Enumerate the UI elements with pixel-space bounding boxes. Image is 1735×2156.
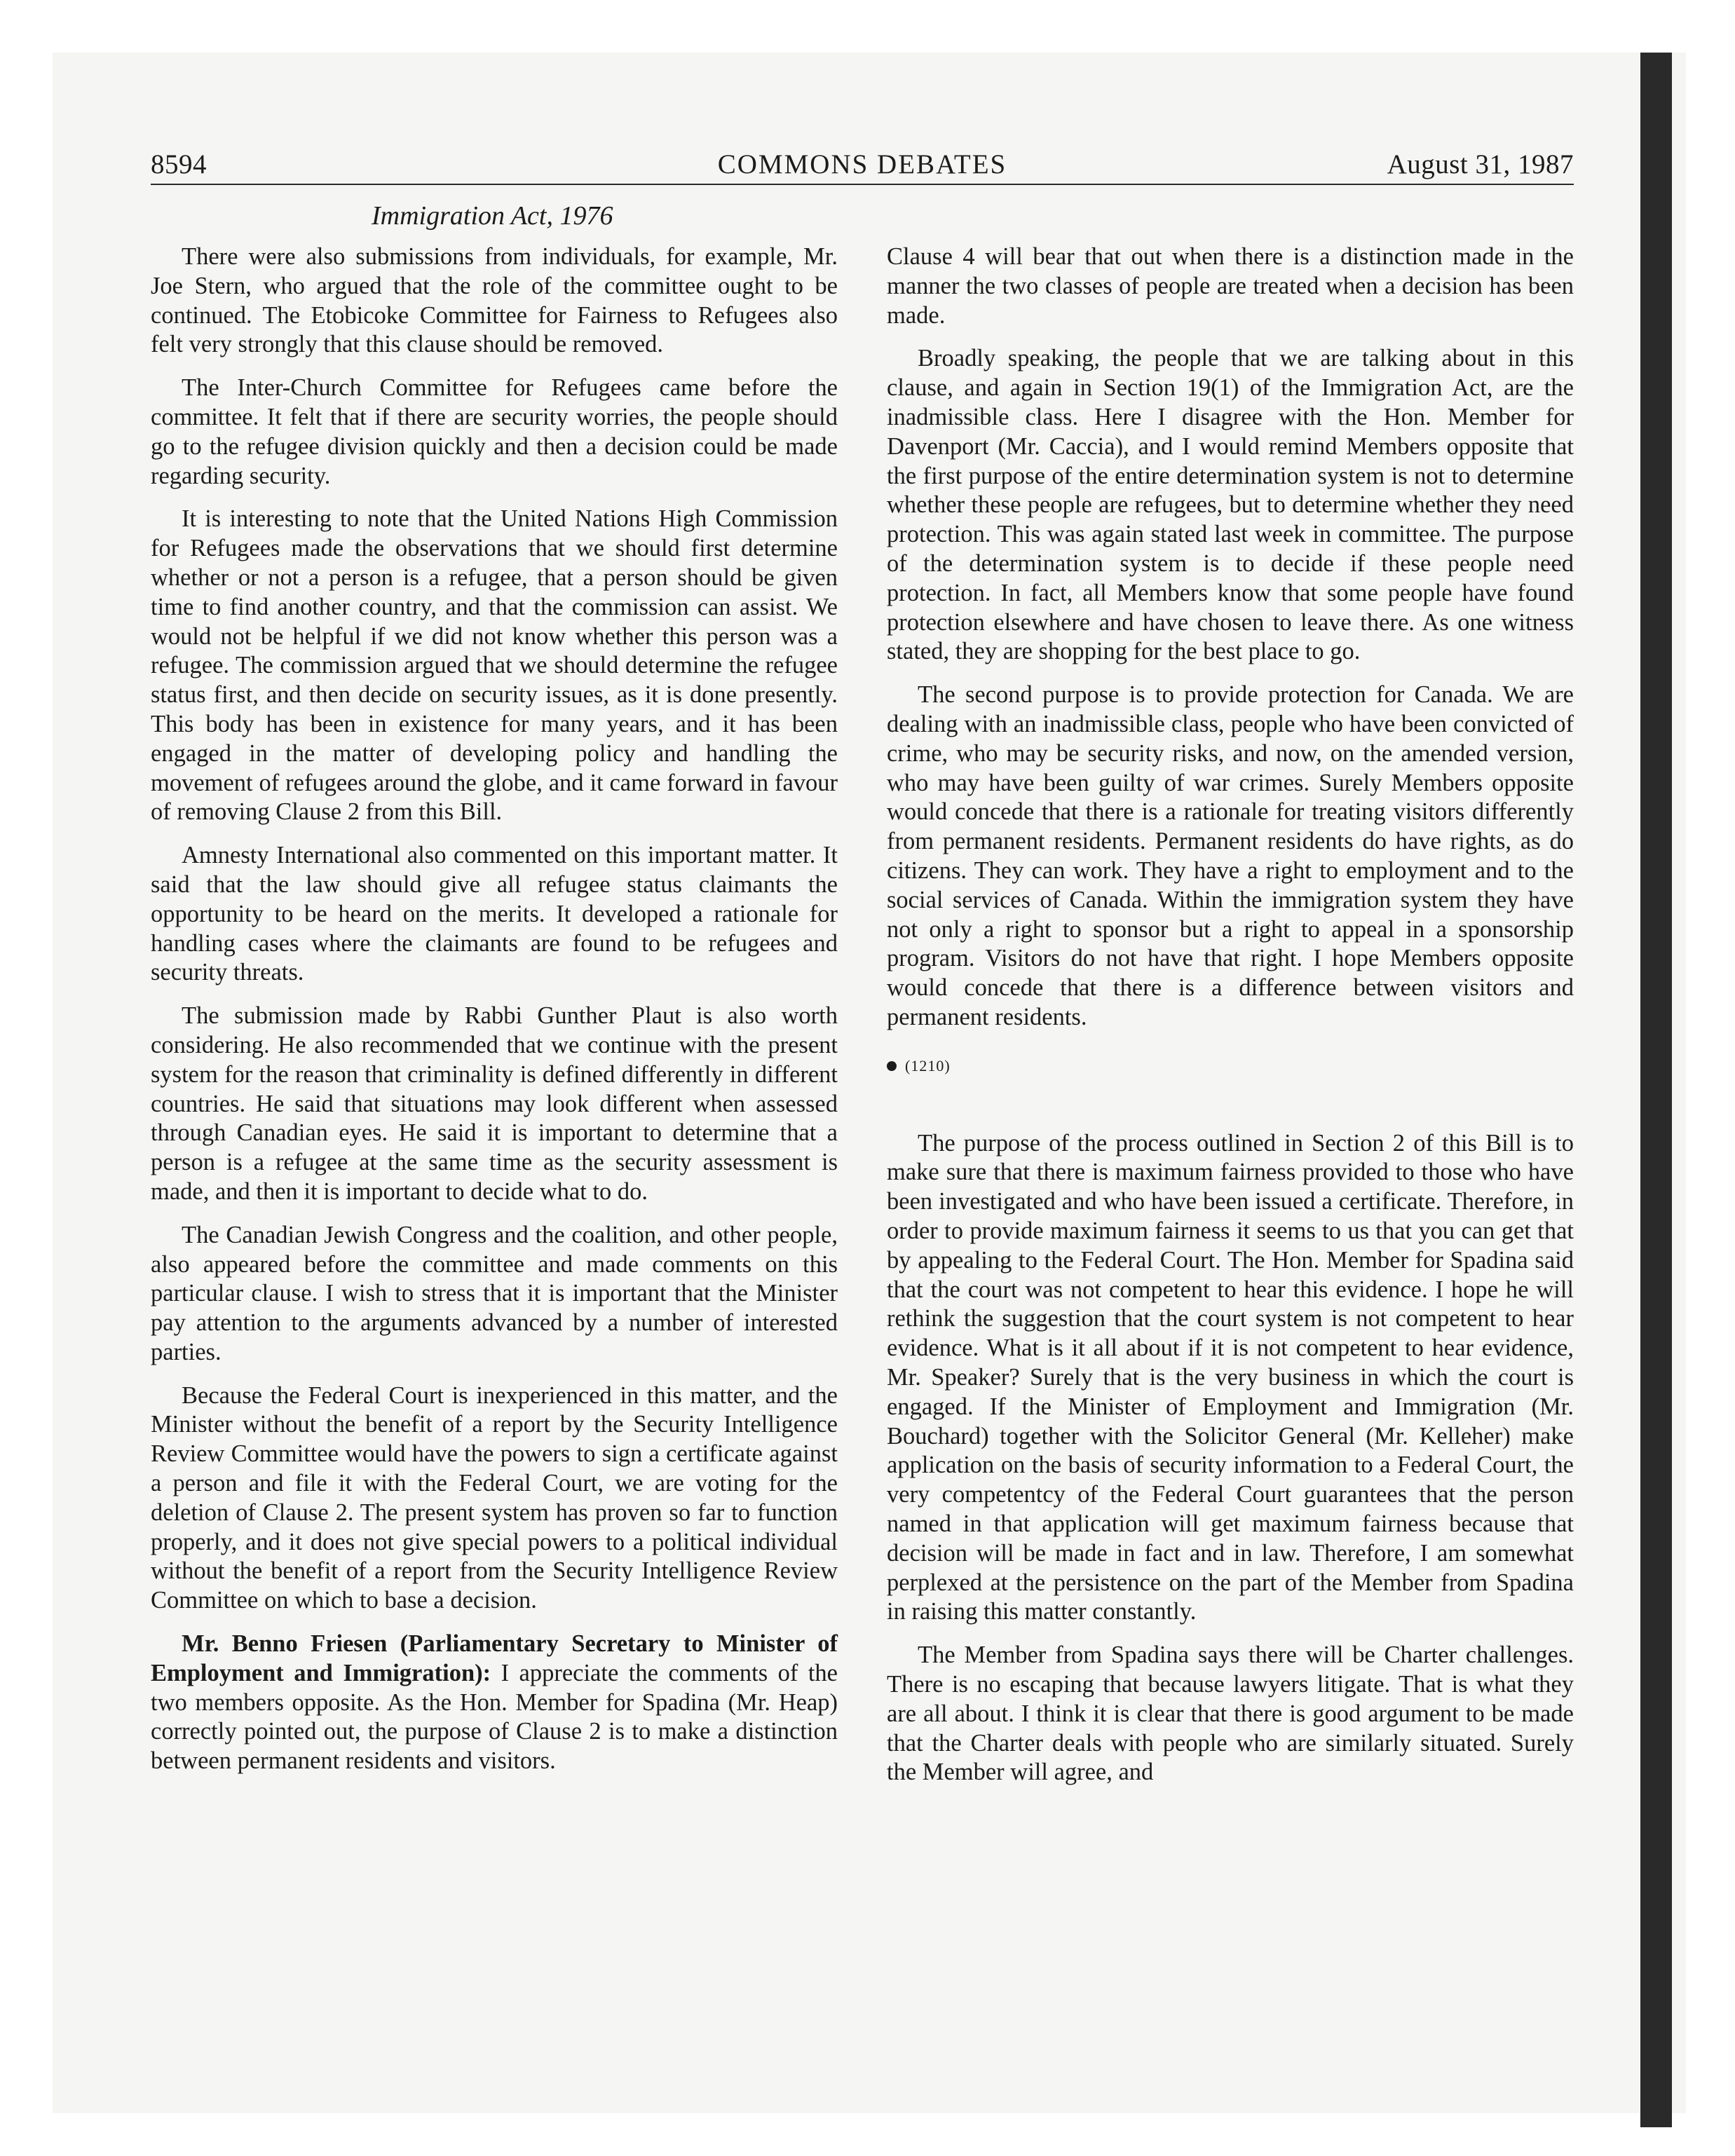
- running-title: Immigration Act, 1976: [372, 201, 613, 231]
- paragraph: It is interesting to note that the United Nations High Commission for Refugees made the observations that we should first determine whether or not a person is a refugee, that a person should be given time to find another country, and that the commission can assist. We would not be helpful if we did not know whether this person was a refugee. The commission argued that we should determine the refugee status first, and then decide on security issues, as it is done presently. This body has been in existence for many years, and it has been engaged in the matter of developing policy and handling the movement of refugees around the globe, and it came forward in favour of removing Clause 2 from this Bill.: [151, 505, 838, 826]
- paragraph: Amnesty International also commented on this important matter. It said that the law should give all refugee status claimants the opportunity to be heard on the merits. It developed a rationale for handling cases where the claimants are found to be refugees and security threats.: [151, 842, 838, 986]
- page-date: August 31, 1987: [1387, 149, 1574, 179]
- time-marker: [887, 1051, 1574, 1080]
- paragraph: The second purpose is to provide protection for Canada. We are dealing with an inadmissible class, people who have been convicted of crime, who may be security risks, and now, on the amended version, who may have been guilty of war crimes. Surely Members opposite would concede that there is a rationale for treating visitors differently from permanent residents. Permanent residents do have rights, as do citizens. They can work. They have a right to employment and to the social services of Canada. Within the immigration system they have not only a right to sponsor but a right to appeal in a sponsorship program. Visitors do not have that right. I hope Members opposite would concede that there is a difference between visitors and permanent residents.: [887, 681, 1574, 1030]
- page-number: 8594: [151, 149, 207, 179]
- paragraph: The Canadian Jewish Congress and the coalition, and other people, also appeared before the committee and made comments on this particular clause. I wish to stress that it is important that the Minister pay attention to the arguments advanced by a number of interested parties.: [151, 1221, 838, 1365]
- paragraph: The Member from Spadina says there will be Charter challenges. There is no escaping that because lawyers litigate. That is what they are all about. I think it is clear that there is good argument to be made that the Charter deals with people who are similarly situated. Surely the Member will agree, and: [887, 1642, 1574, 1786]
- speaker-name: Mr. Benno Friesen (Parliamentary Secretary to Minister of Employment and Immigration):: [151, 1630, 838, 1686]
- left-column: [151, 243, 838, 1776]
- paragraph: There were also submissions from individuals, for example, Mr. Joe Stern, who argued that the role of the committee ought to be continued. The Etobicoke Committee for Fairness to Refugees also felt very strongly that this clause should be removed.: [151, 243, 838, 358]
- bullet-icon: [887, 1061, 897, 1071]
- right-column: [887, 243, 1574, 1787]
- page-header: [151, 149, 1574, 184]
- speaker-text: I appreciate the comments of the two members opposite. As the Hon. Member for Spadina (Mr. Heap) correctly pointed out, the purpose of Clause 2 is to make a distinction between permanent residents and visitors.: [151, 1659, 838, 1775]
- publication-title: COMMONS DEBATES: [717, 149, 1007, 179]
- time-stamp: (1210): [905, 1056, 951, 1074]
- header-rule: [151, 184, 1574, 185]
- paragraph: Because the Federal Court is inexperienced in this matter, and the Minister without the benefit of a report by the Security Intelligence Review Committee would have the powers to sign a certificate against a person and file it with the Federal Court, we are voting for the deletion of Clause 2. The present system has proven so far to function properly, and it does not give special powers to a political individual without the benefit of a report from the Security Intelligence Review Committee on which to base a decision.: [151, 1381, 838, 1614]
- paragraph: The submission made by Rabbi Gunther Plaut is also worth considering. He also recommended that we continue with the present system for the reason that criminality is defined differently in different countries. He said that situations may look different when assessed through Canadian eyes. He said it is important to determine that a person is a refugee at the same time as the security assessment is made, and then it is important to decide what to do.: [151, 1002, 838, 1205]
- paragraph: The purpose of the process outlined in Section 2 of this Bill is to make sure that there is maximum fairness provided to those who have been investigated and who have been issued a certificate. Therefore, in order to provide maximum fairness it seems to us that you can get that by appealing to the Federal Court. The Hon. Member for Spadina said that the court was not competent to hear this evidence. I hope he will rethink the suggestion that the court system is not competent to hear evidence. What is it all about if it is not competent to hear evidence, Mr. Speaker? Surely that is the very business in which the court is engaged. If the Minister of Employment and Immigration (Mr. Bouchard) together with the Solicitor General (Mr. Kelleher) make application on the basis of security information to a Federal Court, the very competentcy of the Federal Court guarantees that the person named in that application will get maximum fairness because that decision will be made in fact and in law. Therefore, I am somewhat perplexed at the persistence on the part of the Member from Spadina in raising this matter constantly.: [887, 1129, 1574, 1625]
- speaker-paragraph: [151, 1630, 838, 1776]
- paragraph: Clause 4 will bear that out when there is a distinction made in the manner the two classes of people are treated when a decision has been made.: [887, 243, 1574, 329]
- paragraph: Broadly speaking, the people that we are talking about in this clause, and again in Section 19(1) of the Immigration Act, are the inadmissible class. Here I disagree with the Hon. Member for Davenport (Mr. Caccia), and I would remind Members opposite that the first purpose of the entire determination system is not to determine whether these people are refugees, but to determine whether they need protection. This was again stated last week in committee. The purpose of the determination system is to decide if these people need protection. In fact, all Members know that some people have found protection elsewhere and have chosen to leave there. As one witness stated, they are shopping for the best place to go.: [887, 345, 1574, 665]
- paragraph: The Inter-Church Committee for Refugees came before the committee. It felt that if there are security worries, the people should go to the refugee division quickly and then a decision could be made regarding security.: [151, 374, 838, 489]
- scan-edge-shadow: [1640, 53, 1672, 2127]
